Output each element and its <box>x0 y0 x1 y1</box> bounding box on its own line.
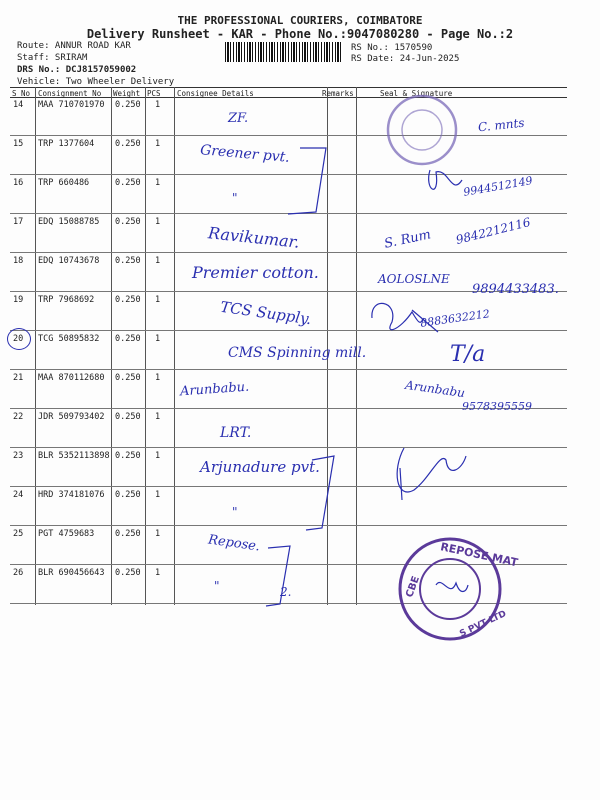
weight-value: 0.250 <box>115 139 141 149</box>
pcs-value: 1 <box>155 178 161 188</box>
phone-number: 9842212116 <box>454 214 532 248</box>
stamp-text: REPOSE MAT <box>439 540 520 570</box>
consignment-no: EDQ 15088785 <box>38 217 100 227</box>
col-header-consignee: Consignee Details <box>177 89 254 98</box>
pcs-value: 1 <box>155 412 161 422</box>
col-header-remarks: Remarks <box>322 89 354 98</box>
sno-cell: 23 <box>13 451 24 461</box>
consignee-handwritten: TCS Supply. <box>219 297 313 329</box>
pcs-value: 1 <box>155 139 161 149</box>
weight-value: 0.250 <box>115 373 141 383</box>
weight-value: 0.250 <box>115 451 141 461</box>
consignment-no: TRP 1377604 <box>38 139 95 149</box>
consignee-handwritten: Arjunadure pvt. <box>200 458 320 476</box>
consignment-no: EDQ 10743678 <box>38 256 100 266</box>
sno-cell: 20 <box>13 334 24 344</box>
sno-cell: 26 <box>13 568 24 578</box>
consignment-no: PGT 4759683 <box>38 529 95 539</box>
sno-cell: 19 <box>13 295 24 305</box>
stamp-side-text: CBE <box>404 574 422 600</box>
bracket-mark <box>288 148 326 214</box>
consignee-handwritten: " <box>214 579 220 593</box>
sno-cell: 21 <box>13 373 24 383</box>
signature: C. mnts <box>477 115 526 135</box>
pcs-value: 1 <box>155 295 161 305</box>
sno-cell: 16 <box>13 178 24 188</box>
consignee-handwritten: CMS Spinning mill. <box>228 345 367 361</box>
sno-cell: 17 <box>13 217 24 227</box>
ditto-mark: 2. <box>280 585 292 599</box>
sno-cell: 18 <box>13 256 24 266</box>
pcs-value: 1 <box>155 568 161 578</box>
weight-value: 0.250 <box>115 334 141 344</box>
weight-value: 0.250 <box>115 295 141 305</box>
col-header-consignment: Consignment No <box>38 89 102 98</box>
company-name: THE PROFESSIONAL COURIERS, COIMBATORE <box>177 14 423 27</box>
bracket-mark <box>266 546 290 606</box>
signature: S. Rum <box>382 227 433 252</box>
weight-value: 0.250 <box>115 490 141 500</box>
signature-scribble <box>412 310 438 332</box>
weight-value: 0.250 <box>115 100 141 110</box>
col-header-pcs: PCS <box>147 89 161 98</box>
signature: Arunbabu <box>404 377 466 401</box>
weight-value: 0.250 <box>115 568 141 578</box>
signature-scribble <box>397 448 466 492</box>
sno-cell: 24 <box>13 490 24 500</box>
bracket-mark <box>306 456 334 530</box>
phone-number: 8883632212 <box>419 307 491 330</box>
pcs-value: 1 <box>155 373 161 383</box>
sno-cell: 22 <box>13 412 24 422</box>
phone-number: 9894433483. <box>472 282 559 297</box>
sno-cell: 15 <box>13 139 24 149</box>
runsheet-subtitle: Delivery Runsheet - KAR - Phone No.:9047080280 - Page No.:2 <box>86 27 514 41</box>
pcs-value: 1 <box>155 334 161 344</box>
consignment-no: TCG 50895832 <box>38 334 100 344</box>
repose-stamp <box>396 535 520 645</box>
consignment-no: JDR 509793402 <box>38 412 105 422</box>
consignee-handwritten: " <box>232 505 238 519</box>
consignment-no: MAA 870112680 <box>38 373 105 383</box>
consignment-no: TRP 7968692 <box>38 295 95 305</box>
consignment-no: HRD 374181076 <box>38 490 105 500</box>
pcs-value: 1 <box>155 451 161 461</box>
pcs-value: 1 <box>155 529 161 539</box>
signature: AOLOSLNE <box>378 272 450 286</box>
sno-cell: 14 <box>13 100 24 110</box>
signature-scribble <box>436 582 468 591</box>
consignee-handwritten: " <box>232 191 238 205</box>
pcs-value: 1 <box>155 217 161 227</box>
vehicle-text: Vehicle: Two Wheeler Delivery <box>17 77 175 87</box>
pcs-value: 1 <box>155 256 161 266</box>
seal-stamp <box>386 92 466 172</box>
consignee-handwritten: LRT. <box>220 425 252 441</box>
consignee-handwritten: ZF. <box>228 111 249 126</box>
rs-number: RS No.: 1570590 <box>351 43 433 53</box>
col-header-weight: Weight <box>113 89 141 98</box>
signature-scribble <box>400 468 402 500</box>
consignee-handwritten: Ravikumar. <box>207 223 301 252</box>
weight-value: 0.250 <box>115 256 141 266</box>
phone-number: 9944512149 <box>462 174 534 199</box>
consignee-handwritten: Arunbabu. <box>179 379 250 400</box>
col-header-sno: S No <box>12 89 31 98</box>
pcs-value: 1 <box>155 100 161 110</box>
pcs-value: 1 <box>155 490 161 500</box>
consignment-no: TRP 660486 <box>38 178 90 188</box>
phone-number: 9578395559 <box>462 400 532 413</box>
consignment-no: MAA 710701970 <box>38 100 105 110</box>
stamp-bottom-text: S PVT LTD <box>458 609 509 640</box>
weight-value: 0.250 <box>115 529 141 539</box>
route-text: Route: ANNUR ROAD KAR <box>17 41 131 51</box>
drs-number: DRS No.: DCJ8157059002 <box>17 65 137 75</box>
sno-cell: 25 <box>13 529 24 539</box>
staff-text: Staff: SRIRAM <box>17 53 88 63</box>
weight-value: 0.250 <box>115 412 141 422</box>
signature-scribble <box>372 303 424 329</box>
consignee-handwritten: Premier cotton. <box>192 263 319 282</box>
consignment-no: BLR 690456643 <box>38 568 105 578</box>
signature-scribble <box>429 170 462 189</box>
rs-date: RS Date: 24-Jun-2025 <box>351 54 460 64</box>
col-header-seal: Seal & Signature <box>380 89 453 98</box>
signature: T/a <box>450 342 486 367</box>
weight-value: 0.250 <box>115 178 141 188</box>
consignee-handwritten: Repose. <box>207 532 261 555</box>
consignee-handwritten: Greener pvt. <box>199 142 291 166</box>
weight-value: 0.250 <box>115 217 141 227</box>
consignment-no: BLR 5352113898 <box>38 451 110 461</box>
